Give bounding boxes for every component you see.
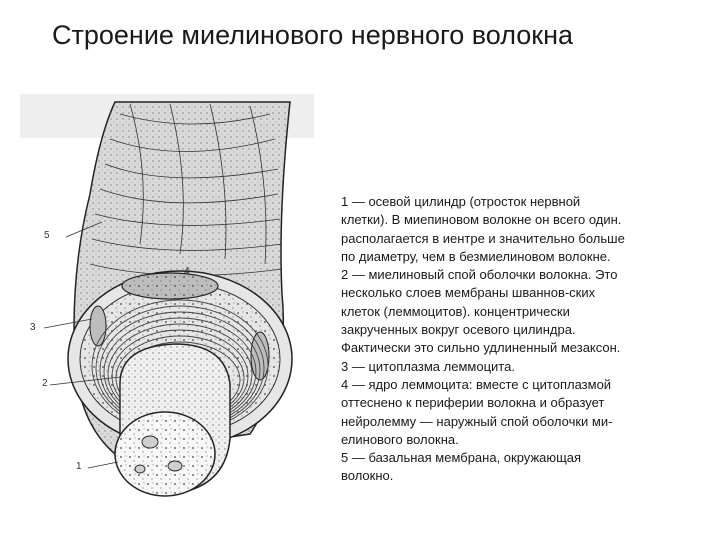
description-line: 2 — миелиновый спой оболочки волокна. Это [341, 267, 618, 283]
description-line: 5 — базальная мембрана, окружающая [341, 450, 582, 466]
description-line: 1 — осевой цилиндр (отросток нервной [341, 194, 581, 209]
callout-3: 3 [30, 322, 36, 333]
schwann-nucleus-left [90, 306, 106, 346]
legend-description [341, 193, 713, 486]
description-line: закрученных вокруг осевого цилиндра. [341, 322, 576, 338]
description-line: несколько слоев мембраны шваннов-ских [341, 285, 596, 301]
description-line: волокно. [341, 468, 394, 484]
description-line: Фактически это сильно удлиненный мезаксон. [341, 340, 621, 356]
description-line: располагается в иентре и значительно больше [341, 230, 625, 246]
nerve-fiber-illustration [20, 94, 350, 540]
nerve-fiber-drawing [20, 94, 350, 540]
description-line: клеток (леммоцитов). концентрически [341, 303, 570, 319]
slide-title: Строение миелинового нервного волокна [52, 20, 574, 50]
description-line: оттеснено к периферии волокна и образует [341, 395, 605, 411]
description-line: елинового волокна. [341, 431, 459, 447]
callout-4: 4 [184, 266, 190, 277]
description-line: клетки). В миепиновом волокне он всего один. [341, 212, 622, 228]
description-line: нейролемму — наружный спой оболочки ми- [341, 413, 613, 429]
callout-1: 1 [76, 461, 82, 472]
description-line: 4 — ядро леммоцита: вместе с цитоплазмой [341, 376, 612, 392]
description-line: по диаметру, чем в безмиелиновом волокне. [341, 248, 611, 264]
callout-5: 5 [44, 230, 50, 241]
description-line: 3 — цитоплазма леммоцита. [341, 358, 515, 374]
callout-2: 2 [42, 378, 48, 389]
